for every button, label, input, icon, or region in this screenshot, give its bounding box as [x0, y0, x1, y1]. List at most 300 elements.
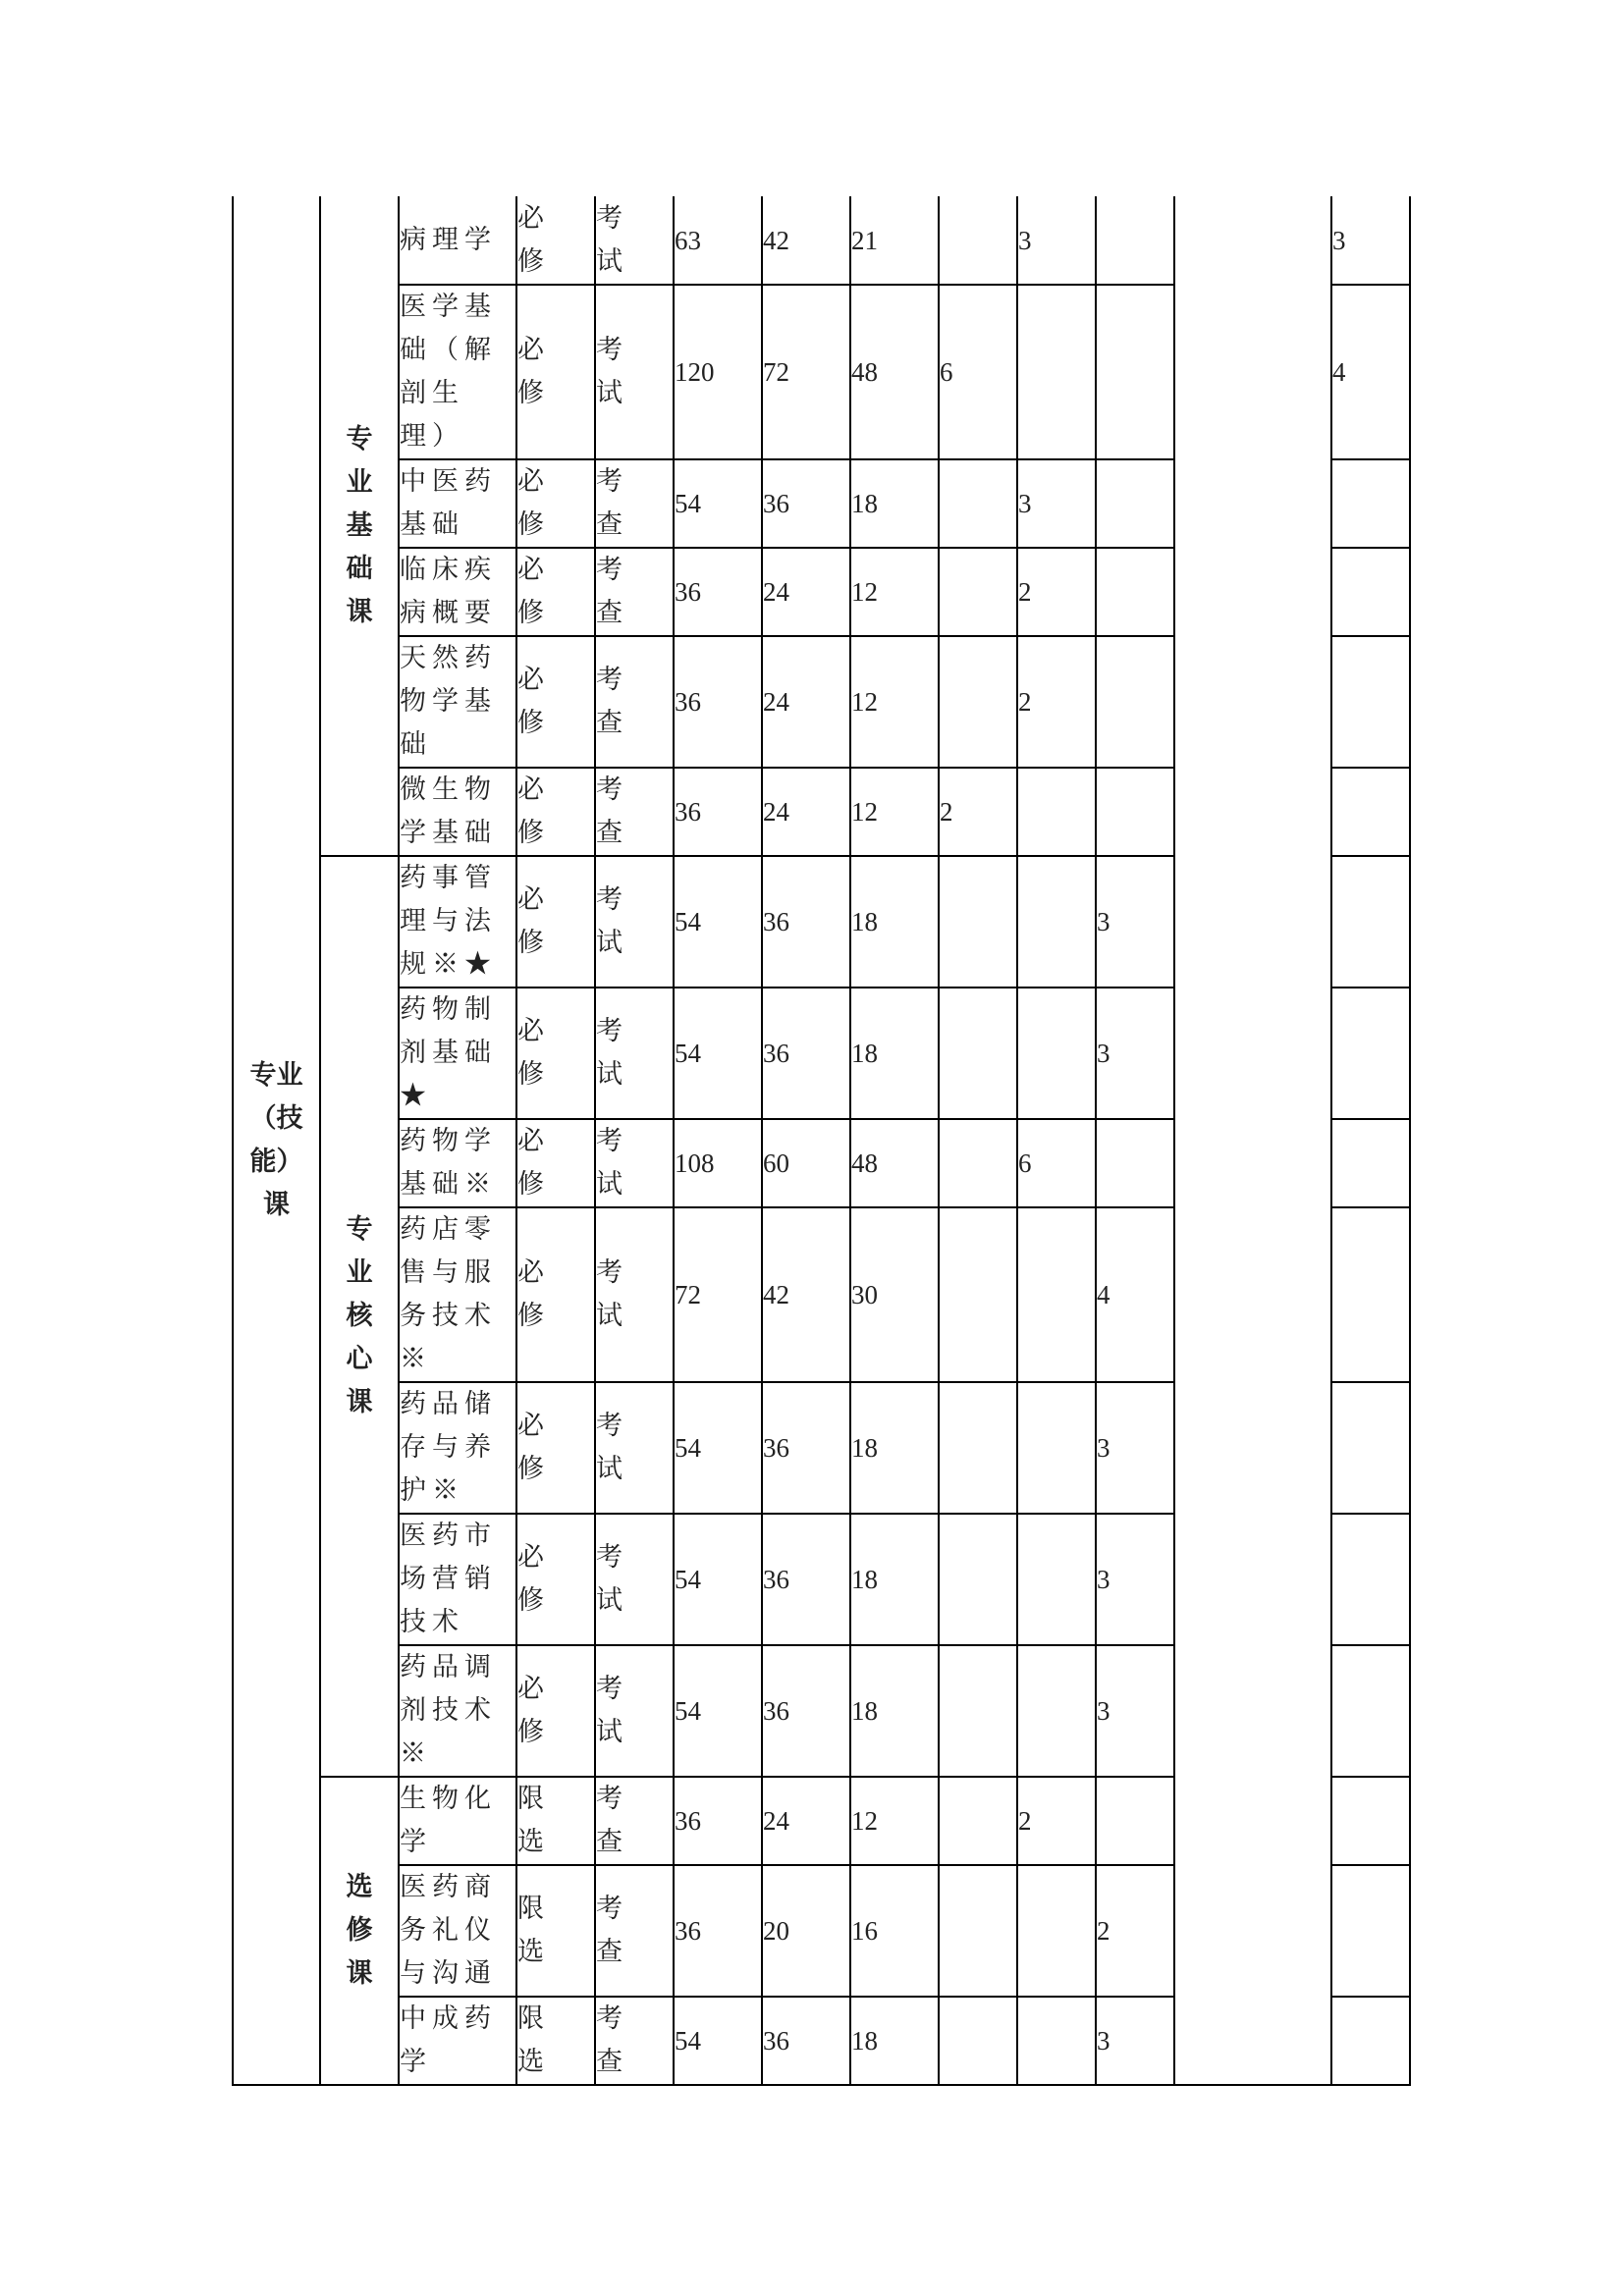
- theory-hours: 36: [763, 1039, 789, 1068]
- course-name: 药事管理与法规※★: [400, 863, 497, 980]
- group-cell: [320, 856, 399, 1777]
- semester-2-hours: 2: [1018, 1806, 1032, 1836]
- semester-1-hours-cell: [939, 856, 1017, 988]
- practice-hours-cell: [850, 856, 939, 988]
- exam-method-cell: [595, 1865, 674, 1997]
- practice-hours: 48: [851, 1148, 878, 1178]
- semester-5-hours-cell: [1331, 636, 1410, 768]
- course-type-cell: [516, 1207, 595, 1382]
- practice-hours-cell: [850, 196, 939, 285]
- semester-2-hours: 6: [1018, 1148, 1032, 1178]
- course-type: 必修: [517, 1542, 544, 1616]
- semester-5-hours-cell: [1331, 856, 1410, 988]
- semester-2-hours: 2: [1018, 577, 1032, 607]
- practice-hours: 16: [851, 1916, 878, 1946]
- practice-hours-cell: [850, 1645, 939, 1777]
- total-hours: 36: [675, 577, 701, 607]
- total-hours: 36: [675, 687, 701, 717]
- semester-4-hours-cell: [1174, 196, 1331, 285]
- semester-2-hours-cell: [1017, 1997, 1096, 2085]
- theory-hours: 36: [763, 1565, 789, 1594]
- theory-hours: 20: [763, 1916, 789, 1946]
- theory-hours-cell: [762, 1997, 850, 2085]
- practice-hours-cell: [850, 1777, 939, 1865]
- practice-hours-cell: [850, 768, 939, 856]
- exam-method: 考试: [596, 884, 623, 958]
- practice-hours: 18: [851, 907, 878, 936]
- course-type-cell: [516, 548, 595, 636]
- course-name-cell: [399, 1119, 516, 1207]
- course-type: 必修: [517, 1016, 544, 1090]
- semester-4-hours-cell: [1174, 768, 1331, 856]
- semester-3-hours: 3: [1097, 1039, 1110, 1068]
- practice-hours: 12: [851, 1806, 878, 1836]
- semester-5-hours-cell: [1331, 1865, 1410, 1997]
- group-label: 专业基础课: [346, 423, 373, 627]
- semester-4-hours-cell: [1174, 1777, 1331, 1865]
- semester-5-hours-cell: [1331, 1777, 1410, 1865]
- exam-method-cell: [595, 1777, 674, 1865]
- practice-hours-cell: [850, 1382, 939, 1514]
- semester-2-hours-cell: [1017, 196, 1096, 285]
- semester-2-hours-cell: [1017, 768, 1096, 856]
- total-hours-cell: [674, 285, 762, 459]
- course-type: 必修: [517, 1674, 544, 1747]
- semester-5-hours-cell: [1331, 1382, 1410, 1514]
- theory-hours: 36: [763, 1696, 789, 1726]
- theory-hours: 24: [763, 687, 789, 717]
- course-name: 中成药学: [400, 2003, 497, 2077]
- total-hours: 54: [675, 1039, 701, 1068]
- table-row: [233, 1865, 1410, 1997]
- semester-3-hours-cell: [1096, 459, 1174, 548]
- total-hours: 63: [675, 225, 701, 255]
- total-hours-cell: [674, 1207, 762, 1382]
- semester-3-hours-cell: [1096, 1207, 1174, 1382]
- semester-3-hours: 3: [1097, 1433, 1110, 1463]
- table-row: [233, 285, 1410, 459]
- semester-4-hours-cell: [1174, 459, 1331, 548]
- practice-hours-cell: [850, 1997, 939, 2085]
- semester-2-hours-cell: [1017, 856, 1096, 988]
- semester-2-hours-cell: [1017, 1777, 1096, 1865]
- semester-2-hours-cell: [1017, 636, 1096, 768]
- exam-method: 考查: [596, 774, 623, 848]
- total-hours: 54: [675, 2026, 701, 2056]
- practice-hours: 21: [851, 225, 878, 255]
- exam-method: 考试: [596, 1016, 623, 1090]
- course-name-cell: [399, 1382, 516, 1514]
- course-name: 医药市场营销技术: [400, 1521, 497, 1637]
- theory-hours-cell: [762, 988, 850, 1119]
- total-hours: 36: [675, 797, 701, 827]
- theory-hours: 36: [763, 907, 789, 936]
- course-type-cell: [516, 459, 595, 548]
- course-name-cell: [399, 1777, 516, 1865]
- course-name-cell: [399, 1514, 516, 1645]
- course-type: 必修: [517, 774, 544, 848]
- semester-2-hours: 3: [1018, 489, 1032, 518]
- semester-3-hours-cell: [1096, 1514, 1174, 1645]
- exam-method-cell: [595, 988, 674, 1119]
- course-name: 医学基础（解剖生理）: [400, 292, 497, 452]
- theory-hours-cell: [762, 1865, 850, 1997]
- theory-hours: 42: [763, 1280, 789, 1309]
- practice-hours: 18: [851, 2026, 878, 2056]
- semester-2-hours-cell: [1017, 285, 1096, 459]
- group-label: 专业核心课: [346, 1214, 373, 1417]
- semester-1-hours-cell: [939, 459, 1017, 548]
- exam-method: 考试: [596, 335, 623, 408]
- theory-hours-cell: [762, 285, 850, 459]
- semester-1-hours-cell: [939, 1645, 1017, 1777]
- course-type: 限选: [517, 2003, 544, 2077]
- course-type-cell: [516, 196, 595, 285]
- practice-hours: 18: [851, 1565, 878, 1594]
- theory-hours: 36: [763, 1433, 789, 1463]
- semester-2-hours-cell: [1017, 459, 1096, 548]
- semester-2-hours: 3: [1018, 225, 1032, 255]
- theory-hours-cell: [762, 1382, 850, 1514]
- exam-method-cell: [595, 196, 674, 285]
- exam-method-cell: [595, 1382, 674, 1514]
- semester-2-hours-cell: [1017, 1645, 1096, 1777]
- semester-1-hours-cell: [939, 285, 1017, 459]
- practice-hours: 18: [851, 1433, 878, 1463]
- table-body: [233, 196, 1410, 2085]
- theory-hours-cell: [762, 1645, 850, 1777]
- course-name-cell: [399, 1865, 516, 1997]
- course-type: 必修: [517, 466, 544, 540]
- exam-method: 考查: [596, 555, 623, 628]
- course-type: 必修: [517, 1411, 544, 1484]
- exam-method: 考试: [596, 202, 623, 277]
- theory-hours-cell: [762, 636, 850, 768]
- total-hours-cell: [674, 1645, 762, 1777]
- semester-3-hours-cell: [1096, 196, 1174, 285]
- semester-5-hours-cell: [1331, 768, 1410, 856]
- semester-5-hours-cell: [1331, 548, 1410, 636]
- table-row: [233, 1645, 1410, 1777]
- practice-hours-cell: [850, 1865, 939, 1997]
- table-row: [233, 548, 1410, 636]
- semester-2-hours-cell: [1017, 1514, 1096, 1645]
- semester-3-hours-cell: [1096, 1645, 1174, 1777]
- semester-1-hours-cell: [939, 1865, 1017, 1997]
- exam-method-cell: [595, 459, 674, 548]
- theory-hours-cell: [762, 1514, 850, 1645]
- course-type: 限选: [517, 1894, 544, 1967]
- course-type: 必修: [517, 555, 544, 628]
- total-hours-cell: [674, 1777, 762, 1865]
- total-hours: 54: [675, 1696, 701, 1726]
- course-name: 药品调剂技术※: [400, 1652, 497, 1769]
- course-type: 必修: [517, 1257, 544, 1331]
- semester-5-hours-cell: [1331, 196, 1410, 285]
- course-name: 病理学: [400, 224, 497, 255]
- course-type-cell: [516, 1997, 595, 2085]
- course-name-cell: [399, 636, 516, 768]
- semester-4-hours-cell: [1174, 1514, 1331, 1645]
- semester-4-hours-cell: [1174, 548, 1331, 636]
- semester-3-hours: 3: [1097, 2026, 1110, 2056]
- total-hours-cell: [674, 1997, 762, 2085]
- table-row: [233, 459, 1410, 548]
- semester-3-hours-cell: [1096, 548, 1174, 636]
- total-hours: 120: [675, 357, 715, 387]
- total-hours-cell: [674, 636, 762, 768]
- total-hours: 72: [675, 1280, 701, 1309]
- semester-4-hours-cell: [1174, 636, 1331, 768]
- semester-1-hours-cell: [939, 1514, 1017, 1645]
- table-row: [233, 856, 1410, 988]
- table-row: [233, 768, 1410, 856]
- course-name: 药品储存与养护※: [400, 1389, 497, 1506]
- course-name-cell: [399, 768, 516, 856]
- course-name: 医药商务礼仪与沟通: [400, 1872, 497, 1989]
- practice-hours-cell: [850, 988, 939, 1119]
- semester-4-hours-cell: [1174, 1119, 1331, 1207]
- table-row: [233, 196, 1410, 285]
- exam-method-cell: [595, 768, 674, 856]
- theory-hours: 24: [763, 577, 789, 607]
- course-type: 必修: [517, 1126, 544, 1200]
- exam-method-cell: [595, 856, 674, 988]
- theory-hours: 42: [763, 225, 789, 255]
- course-type-cell: [516, 1514, 595, 1645]
- course-name: 生物化学: [400, 1784, 497, 1857]
- exam-method: 考试: [596, 1411, 623, 1484]
- semester-2-hours-cell: [1017, 1119, 1096, 1207]
- practice-hours: 12: [851, 687, 878, 717]
- course-type-cell: [516, 856, 595, 988]
- semester-2-hours-cell: [1017, 988, 1096, 1119]
- exam-method: 考查: [596, 1894, 623, 1967]
- exam-method-cell: [595, 1645, 674, 1777]
- total-hours: 54: [675, 1433, 701, 1463]
- practice-hours: 12: [851, 577, 878, 607]
- semester-2-hours-cell: [1017, 1865, 1096, 1997]
- course-name: 中医药基础: [400, 466, 497, 540]
- exam-method: 考查: [596, 665, 623, 738]
- theory-hours-cell: [762, 768, 850, 856]
- semester-1-hours-cell: [939, 1207, 1017, 1382]
- practice-hours: 18: [851, 489, 878, 518]
- total-hours-cell: [674, 196, 762, 285]
- semester-3-hours-cell: [1096, 636, 1174, 768]
- group-label: 选修课: [346, 1872, 373, 1989]
- course-type: 必修: [517, 665, 544, 738]
- semester-1-hours-cell: [939, 1777, 1017, 1865]
- total-hours-cell: [674, 1865, 762, 1997]
- semester-1-hours-cell: [939, 1119, 1017, 1207]
- total-hours: 54: [675, 907, 701, 936]
- semester-1-hours-cell: [939, 988, 1017, 1119]
- semester-5-hours-cell: [1331, 1119, 1410, 1207]
- practice-hours-cell: [850, 459, 939, 548]
- exam-method: 考查: [596, 466, 623, 540]
- course-name-cell: [399, 988, 516, 1119]
- course-name: 微生物学基础: [400, 774, 497, 848]
- practice-hours-cell: [850, 1514, 939, 1645]
- semester-3-hours-cell: [1096, 285, 1174, 459]
- table-row: [233, 988, 1410, 1119]
- total-hours: 36: [675, 1806, 701, 1836]
- semester-5-hours-cell: [1331, 1514, 1410, 1645]
- exam-method: 考查: [596, 2003, 623, 2077]
- semester-1-hours: 6: [940, 357, 953, 387]
- semester-5-hours-cell: [1331, 1997, 1410, 2085]
- table-row: [233, 636, 1410, 768]
- semester-3-hours: 3: [1097, 1565, 1110, 1594]
- exam-method-cell: [595, 636, 674, 768]
- course-name-cell: [399, 285, 516, 459]
- practice-hours: 48: [851, 357, 878, 387]
- category-cell: [233, 196, 320, 2085]
- semester-5-hours: 3: [1332, 225, 1346, 255]
- course-type-cell: [516, 768, 595, 856]
- semester-2-hours-cell: [1017, 548, 1096, 636]
- semester-1-hours-cell: [939, 768, 1017, 856]
- practice-hours: 30: [851, 1280, 878, 1309]
- theory-hours: 24: [763, 797, 789, 827]
- semester-3-hours-cell: [1096, 1777, 1174, 1865]
- course-type: 限选: [517, 1784, 544, 1857]
- semester-3-hours-cell: [1096, 856, 1174, 988]
- semester-5-hours: 4: [1332, 357, 1346, 387]
- course-type-cell: [516, 1865, 595, 1997]
- semester-1-hours-cell: [939, 196, 1017, 285]
- practice-hours-cell: [850, 285, 939, 459]
- total-hours-cell: [674, 1382, 762, 1514]
- semester-5-hours-cell: [1331, 988, 1410, 1119]
- practice-hours-cell: [850, 1119, 939, 1207]
- total-hours-cell: [674, 768, 762, 856]
- course-name-cell: [399, 856, 516, 988]
- exam-method-cell: [595, 1997, 674, 2085]
- semester-1-hours-cell: [939, 1997, 1017, 2085]
- course-type-cell: [516, 636, 595, 768]
- table-row: [233, 1997, 1410, 2085]
- course-name-cell: [399, 1645, 516, 1777]
- exam-method: 考试: [596, 1674, 623, 1747]
- semester-4-hours-cell: [1174, 1997, 1331, 2085]
- course-type-cell: [516, 1382, 595, 1514]
- exam-method: 考试: [596, 1542, 623, 1616]
- theory-hours-cell: [762, 548, 850, 636]
- table-row: [233, 1777, 1410, 1865]
- exam-method-cell: [595, 1514, 674, 1645]
- theory-hours: 24: [763, 1806, 789, 1836]
- semester-3-hours: 2: [1097, 1916, 1110, 1946]
- group-cell: [320, 1777, 399, 2085]
- semester-3-hours-cell: [1096, 988, 1174, 1119]
- semester-2-hours-cell: [1017, 1207, 1096, 1382]
- semester-4-hours-cell: [1174, 1382, 1331, 1514]
- semester-4-hours-cell: [1174, 1865, 1331, 1997]
- exam-method-cell: [595, 1207, 674, 1382]
- total-hours-cell: [674, 548, 762, 636]
- semester-4-hours-cell: [1174, 1645, 1331, 1777]
- semester-3-hours: 3: [1097, 1696, 1110, 1726]
- exam-method-cell: [595, 285, 674, 459]
- course-name-cell: [399, 1997, 516, 2085]
- course-name-cell: [399, 548, 516, 636]
- semester-1-hours-cell: [939, 548, 1017, 636]
- theory-hours-cell: [762, 196, 850, 285]
- course-name-cell: [399, 459, 516, 548]
- course-type-cell: [516, 1119, 595, 1207]
- course-name: 药物学基础※: [400, 1126, 497, 1200]
- theory-hours: 36: [763, 489, 789, 518]
- theory-hours-cell: [762, 1777, 850, 1865]
- semester-2-hours-cell: [1017, 1382, 1096, 1514]
- exam-method: 考试: [596, 1257, 623, 1331]
- group-cell: [320, 196, 399, 856]
- semester-5-hours-cell: [1331, 285, 1410, 459]
- exam-method: 考试: [596, 1126, 623, 1200]
- semester-4-hours-cell: [1174, 856, 1331, 988]
- semester-3-hours-cell: [1096, 1997, 1174, 2085]
- course-type-cell: [516, 1645, 595, 1777]
- course-type-cell: [516, 1777, 595, 1865]
- course-type: 必修: [517, 202, 544, 277]
- total-hours-cell: [674, 459, 762, 548]
- theory-hours-cell: [762, 459, 850, 548]
- semester-3-hours-cell: [1096, 1382, 1174, 1514]
- table-row: [233, 1382, 1410, 1514]
- semester-3-hours-cell: [1096, 1865, 1174, 1997]
- theory-hours: 60: [763, 1148, 789, 1178]
- practice-hours: 18: [851, 1039, 878, 1068]
- table-row: [233, 1207, 1410, 1382]
- practice-hours: 12: [851, 797, 878, 827]
- practice-hours-cell: [850, 1207, 939, 1382]
- course-name: 药店零售与服务技术※: [400, 1214, 497, 1374]
- course-schedule-table: [232, 196, 1411, 2086]
- total-hours: 54: [675, 489, 701, 518]
- theory-hours-cell: [762, 1207, 850, 1382]
- course-type: 必修: [517, 884, 544, 958]
- course-name-cell: [399, 1207, 516, 1382]
- exam-method-cell: [595, 548, 674, 636]
- practice-hours-cell: [850, 636, 939, 768]
- semester-3-hours: 3: [1097, 907, 1110, 936]
- total-hours: 36: [675, 1916, 701, 1946]
- theory-hours-cell: [762, 856, 850, 988]
- total-hours-cell: [674, 856, 762, 988]
- category-label: 专业（技能）课: [249, 1059, 303, 1220]
- course-name: 临床疾病概要: [400, 555, 497, 628]
- semester-5-hours-cell: [1331, 1207, 1410, 1382]
- course-name-cell: [399, 196, 516, 285]
- theory-hours: 36: [763, 2026, 789, 2056]
- practice-hours-cell: [850, 548, 939, 636]
- semester-3-hours: 4: [1097, 1280, 1110, 1309]
- semester-3-hours-cell: [1096, 768, 1174, 856]
- course-type-cell: [516, 988, 595, 1119]
- course-name: 天然药物学基础: [400, 643, 497, 760]
- total-hours: 108: [675, 1148, 715, 1178]
- semester-4-hours-cell: [1174, 988, 1331, 1119]
- semester-1-hours-cell: [939, 636, 1017, 768]
- table-row: [233, 1514, 1410, 1645]
- semester-2-hours: 2: [1018, 687, 1032, 717]
- course-type: 必修: [517, 335, 544, 408]
- course-name: 药物制剂基础★: [400, 994, 497, 1111]
- total-hours-cell: [674, 988, 762, 1119]
- theory-hours-cell: [762, 1119, 850, 1207]
